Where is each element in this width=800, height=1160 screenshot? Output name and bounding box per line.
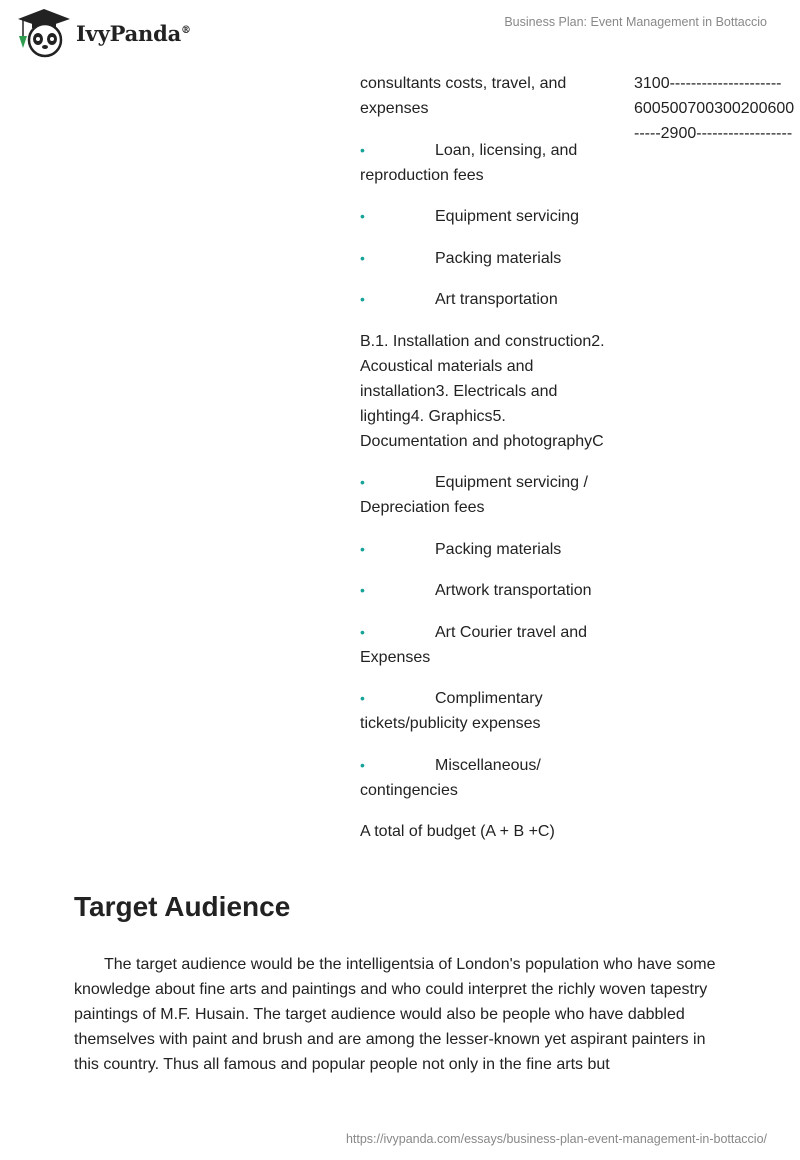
- budget-bullet-item: • Equipment servicing: [360, 204, 610, 229]
- bullet-icon: •: [360, 690, 365, 706]
- document-title: Business Plan: Event Management in Bottaccio: [504, 15, 767, 29]
- budget-bullet-item: • Equipment servicing / Depreciation fees: [360, 470, 610, 520]
- budget-bullet-item: • Packing materials: [360, 246, 610, 271]
- bullet-icon: •: [360, 474, 365, 490]
- budget-items-column: [360, 71, 610, 861]
- bullet-icon: •: [360, 141, 365, 158]
- amount-line: -----2900------------------: [634, 125, 793, 142]
- budget-line: B.1. Installation and construction2. Acoustical materials and installation3. Electricals and lighting4. Graphics5. Documentation and photographyC: [360, 332, 605, 450]
- source-url-link[interactable]: https://ivypanda.com/essays/business-plan-event-management-in-bottaccio/: [345, 1132, 767, 1146]
- budget-total-line: A total of budget (A + B +C): [360, 823, 555, 840]
- section-paragraph: The target audience would be the intelligentsia of London's population who have some knowledge about fine arts and paintings and who could interpret the richly woven tapestry paintings of M.F. Husain. The target audience would also be people who have dabbled themselves with paint and brush and are among the lesser-known yet aspirant painters in this country. Thus all famous and popular people not only in the fine arts but: [74, 956, 716, 1073]
- budget-line: consultants costs, travel, and expenses: [360, 75, 567, 117]
- budget-bullet-item: • Art Courier travel and Expenses: [360, 620, 610, 670]
- budget-bullet-item: • Miscellaneous/ contingencies: [360, 753, 610, 803]
- bullet-icon: •: [360, 582, 365, 598]
- brand-logo[interactable]: [14, 6, 191, 60]
- bullet-icon: •: [360, 623, 365, 640]
- budget-bullet-item: • Loan, licensing, and reproduction fees: [360, 138, 610, 188]
- bullet-icon: •: [360, 208, 365, 224]
- budget-bullet-item: • Artwork transportation: [360, 578, 610, 603]
- budget-amounts-column: [634, 71, 800, 146]
- budget-bullet-item: • Art transportation: [360, 287, 610, 312]
- amount-line: 600500700300200600: [634, 100, 795, 117]
- budget-bullet-item: • Complimentary tickets/publicity expenses: [360, 686, 610, 736]
- section-heading: Target Audience: [74, 891, 291, 922]
- bullet-icon: •: [360, 756, 365, 773]
- brand-name: IvyPanda®: [76, 20, 191, 46]
- amount-line: 3100---------------------: [634, 75, 782, 92]
- bullet-icon: •: [360, 540, 365, 557]
- panda-graduation-cap-icon: [14, 6, 74, 60]
- bullet-icon: •: [360, 291, 365, 307]
- bullet-icon: •: [360, 249, 365, 266]
- budget-bullet-item: • Packing materials: [360, 537, 610, 562]
